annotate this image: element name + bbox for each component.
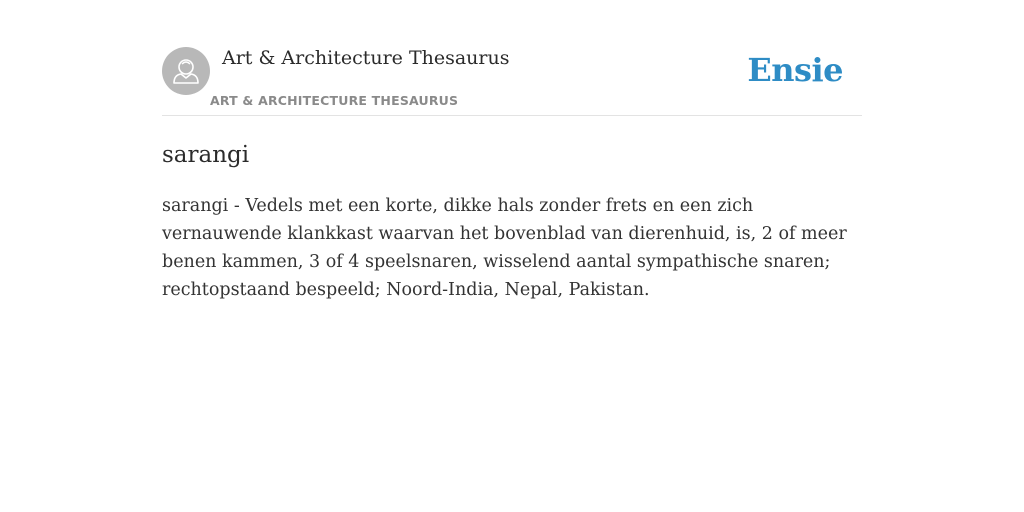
article-body: sarangi - Vedels met een korte, dikke hals zonder frets en een zich vernauwende klankkast waarvan het bovenblad van dierenhuid, is, 2 of meer benen kammen, 3 of 4 speelsnaren, wisselend aantal sympathische snaren; rechtopstaand bespeeld; Noord-India, Nepal, Pakistan. [162,196,847,300]
ensie-logo[interactable]: Ensie [747,51,843,89]
author-name[interactable]: Art & Architecture Thesaurus [222,47,510,69]
author-subtitle: ART & ARCHITECTURE THESAURUS [210,93,459,108]
page-title: sarangi [162,142,250,168]
header [162,0,862,116]
user-icon [162,47,210,95]
avatar[interactable] [162,47,210,95]
